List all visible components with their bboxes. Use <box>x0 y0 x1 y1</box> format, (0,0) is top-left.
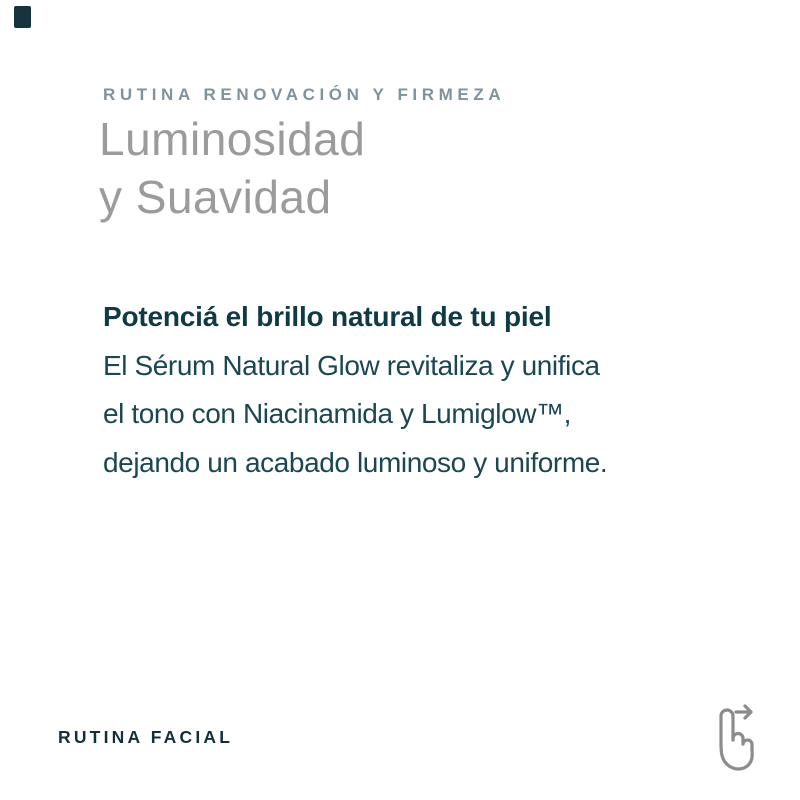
hand-palm <box>721 744 752 769</box>
description-lead: Potenciá el brillo natural de tu piel <box>103 301 552 332</box>
page-title-line1: Luminosidad <box>99 113 366 165</box>
description-line3: dejando un acabado luminoso y uniforme. <box>103 446 608 478</box>
description-line1: El Sérum Natural Glow revitaliza y unifica <box>103 349 600 381</box>
page-title <box>99 110 365 226</box>
hand-index-finger <box>721 710 733 744</box>
product-description <box>103 293 607 487</box>
routine-footer-label: RUTINA FACIAL <box>58 727 234 747</box>
hand-ring-knuckle <box>743 740 752 749</box>
swipe-right-hand-icon[interactable] <box>706 702 756 774</box>
hand-middle-knuckle <box>733 733 743 744</box>
description-line2: el tono con Niacinamida y Lumiglow™, <box>103 398 572 429</box>
routine-eyebrow-label: RUTINA RENOVACIÓN Y FIRMEZA <box>103 85 506 104</box>
page-title-line2: y Suavidad <box>99 171 332 223</box>
brand-logo-mark <box>14 6 31 28</box>
